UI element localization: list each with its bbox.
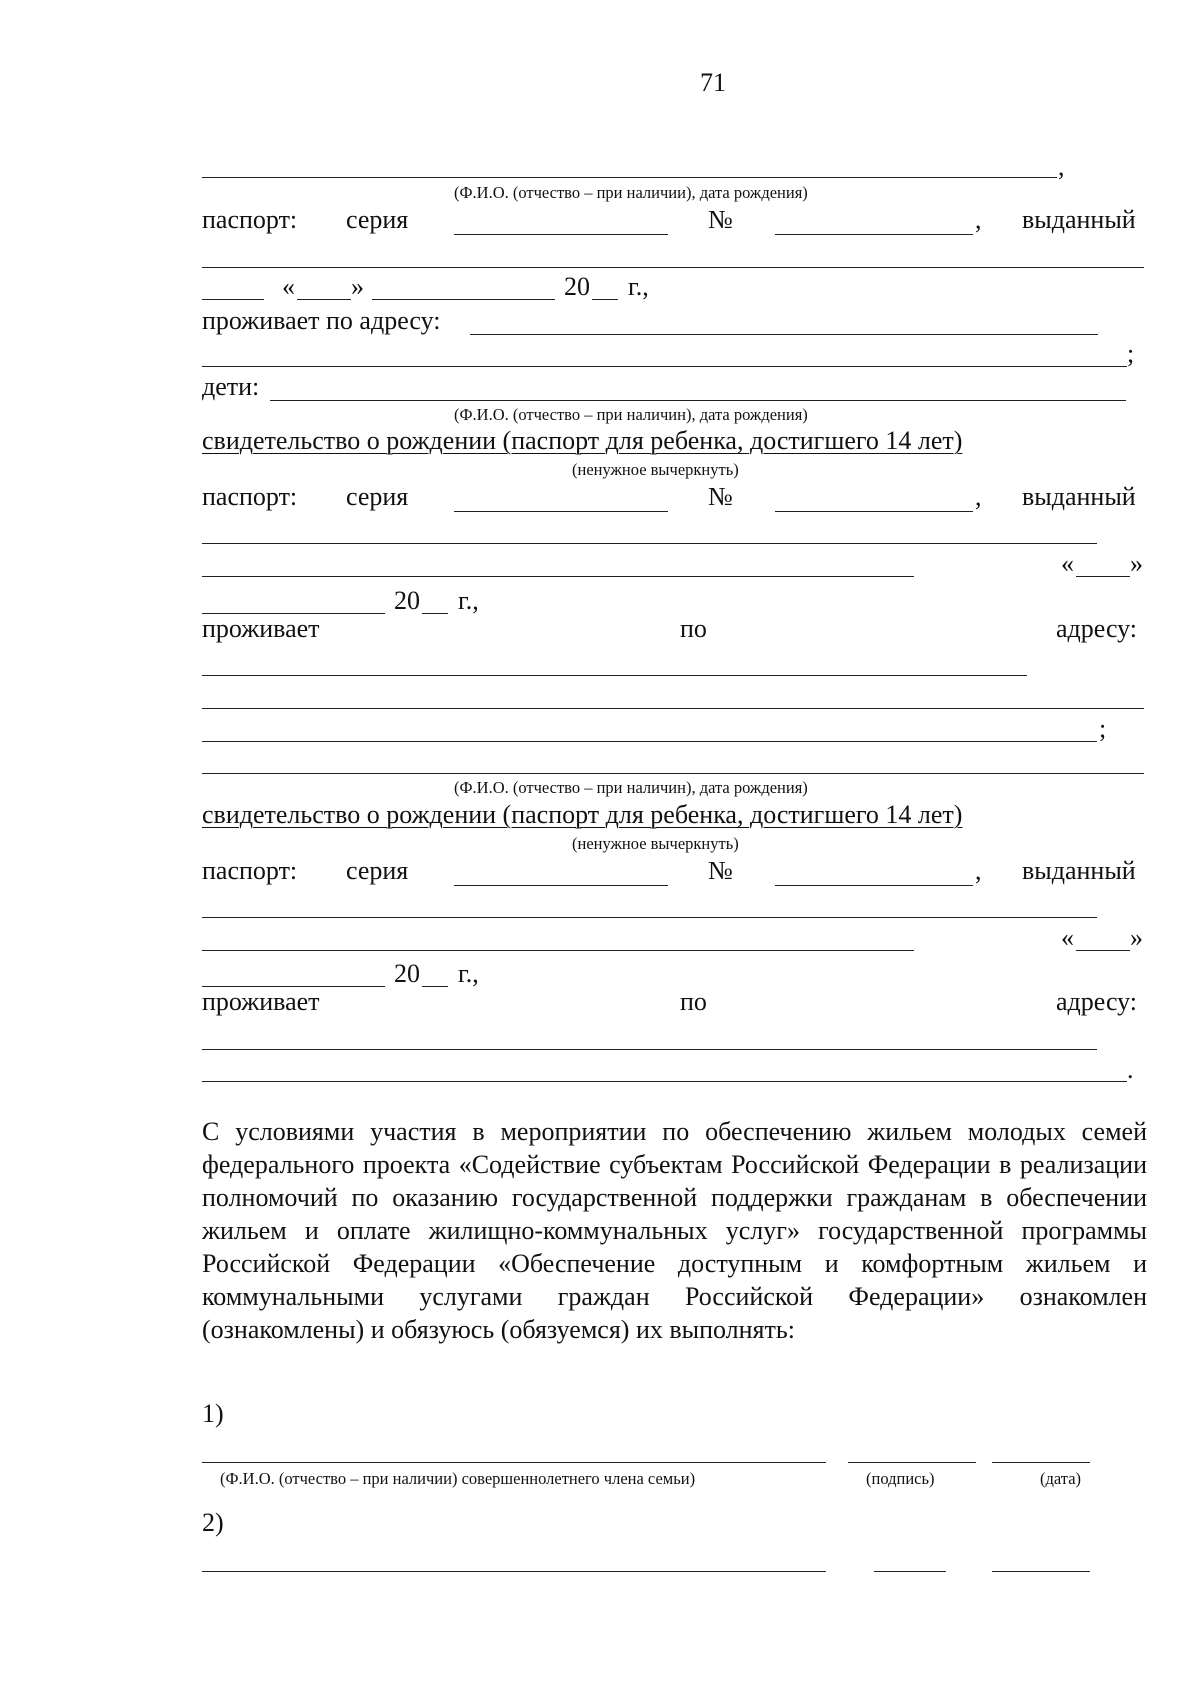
address-field-3[interactable] [202, 741, 1097, 742]
number-field[interactable] [775, 234, 973, 235]
member-fio-field[interactable] [202, 1462, 826, 1463]
address-field[interactable] [470, 334, 1098, 335]
issued-label: выданный [1022, 482, 1136, 511]
issued-by-field[interactable] [202, 267, 1144, 268]
po-label: по [680, 614, 707, 643]
number-field[interactable] [775, 885, 973, 886]
date-field[interactable] [992, 1571, 1090, 1572]
address-field[interactable] [202, 1049, 1097, 1050]
series-label: серия [346, 856, 409, 885]
lives-label: проживает [202, 614, 320, 643]
address-field-2[interactable] [202, 708, 1144, 709]
address-label: адресу: [1056, 614, 1138, 643]
series-label: серия [346, 205, 409, 234]
signature-item-number: 2) [202, 1508, 224, 1537]
day-field[interactable] [297, 299, 351, 300]
issued-by-field-2[interactable] [202, 950, 914, 951]
year-suffix: г., [458, 586, 479, 615]
year-field[interactable] [422, 986, 448, 987]
address-label: проживает по адресу: [202, 306, 441, 335]
passport-label: паспорт: [202, 856, 298, 885]
number-sign: № [708, 482, 733, 511]
comma: , [1058, 152, 1065, 181]
year-prefix: 20 [394, 586, 420, 615]
strike-note: (ненужное вычеркнуть) [572, 460, 739, 479]
strike-note: (ненужное вычеркнуть) [572, 834, 739, 853]
po-label: по [680, 987, 707, 1016]
quote-close: » [1130, 549, 1143, 578]
member-caption: (Ф.И.О. (отчество – при наличии) совершеннолетнего члена семьи) [220, 1469, 696, 1488]
signature-caption: (подпись) [866, 1469, 935, 1488]
passport-label: паспорт: [202, 482, 298, 511]
issue-date-blank[interactable] [202, 299, 264, 300]
passport-label: паспорт: [202, 205, 298, 234]
series-field[interactable] [454, 234, 668, 235]
fio-line[interactable] [202, 177, 1057, 178]
quote-open: « [282, 272, 295, 301]
birth-certificate-label: свидетельство о рождении (паспорт для ребенка, достигшего 14 лет) [202, 800, 963, 829]
period: . [1127, 1055, 1134, 1084]
series-field[interactable] [454, 885, 668, 886]
year-suffix: г., [628, 272, 649, 301]
fio-caption: (Ф.И.О. (отчество – при наличин), дата рождения) [454, 778, 808, 797]
number-field[interactable] [775, 511, 973, 512]
address-label: адресу: [1056, 987, 1138, 1016]
issued-by-field[interactable] [202, 543, 1097, 544]
series-field[interactable] [454, 511, 668, 512]
day-field[interactable] [1076, 950, 1130, 951]
issued-by-field-2[interactable] [202, 576, 914, 577]
signature-item-number: 1) [202, 1399, 224, 1428]
fio-caption: (Ф.И.О. (отчество – при наличин), дата рождения) [454, 405, 808, 424]
quote-open: « [1061, 549, 1074, 578]
date-field[interactable] [992, 1462, 1090, 1463]
date-caption: (дата) [1040, 1469, 1082, 1488]
series-label: серия [346, 482, 409, 511]
comma: , [975, 856, 982, 885]
comma: , [975, 205, 982, 234]
birth-certificate-label: свидетельство о рождении (паспорт для ребенка, достигшего 14 лет) [202, 426, 963, 455]
year-field[interactable] [422, 613, 448, 614]
agreement-paragraph: С условиями участия в мероприятии по обеспечению жильем молодых семей федерального проекта «Содействие субъектам Российской Федерации в реализации полномочий по оказанию государственной поддержки гражданам в обеспечении жильем и оплате жилищно-коммунальных услуг» государственной программы Российской Федерации «Обеспечение доступным и комфортным жильем и коммунальными услугами граждан Российской Федерации» ознакомлен (ознакомлены) и обязуюсь (обязуемся) их выполнять: [202, 1117, 1147, 1344]
number-sign: № [708, 205, 733, 234]
issued-by-field[interactable] [202, 917, 1097, 918]
child-fio-field[interactable] [270, 400, 1126, 401]
address-field-2[interactable] [202, 366, 1127, 367]
semicolon: ; [1099, 714, 1107, 743]
month-field[interactable] [372, 299, 555, 300]
issued-label: выданный [1022, 205, 1136, 234]
year-suffix: г., [458, 959, 479, 988]
signature-field[interactable] [848, 1462, 976, 1463]
child-fio-field[interactable] [202, 773, 1144, 774]
signature-field[interactable] [874, 1571, 946, 1572]
year-prefix: 20 [394, 959, 420, 988]
number-sign: № [708, 856, 733, 885]
address-field[interactable] [202, 675, 1027, 676]
lives-label: проживает [202, 987, 320, 1016]
quote-close: » [1130, 923, 1143, 952]
page-number: 71 [700, 68, 726, 97]
day-field[interactable] [1076, 576, 1130, 577]
year-prefix: 20 [564, 272, 590, 301]
comma: , [975, 482, 982, 511]
quote-close: » [351, 272, 364, 301]
issued-label: выданный [1022, 856, 1136, 885]
quote-open: « [1061, 923, 1074, 952]
semicolon: ; [1127, 339, 1135, 368]
address-field-2[interactable] [202, 1081, 1127, 1082]
fio-caption: (Ф.И.О. (отчество – при наличии), дата рождения) [454, 183, 808, 202]
year-field[interactable] [592, 299, 618, 300]
children-label: дети: [202, 372, 260, 401]
member-fio-field[interactable] [202, 1571, 826, 1572]
